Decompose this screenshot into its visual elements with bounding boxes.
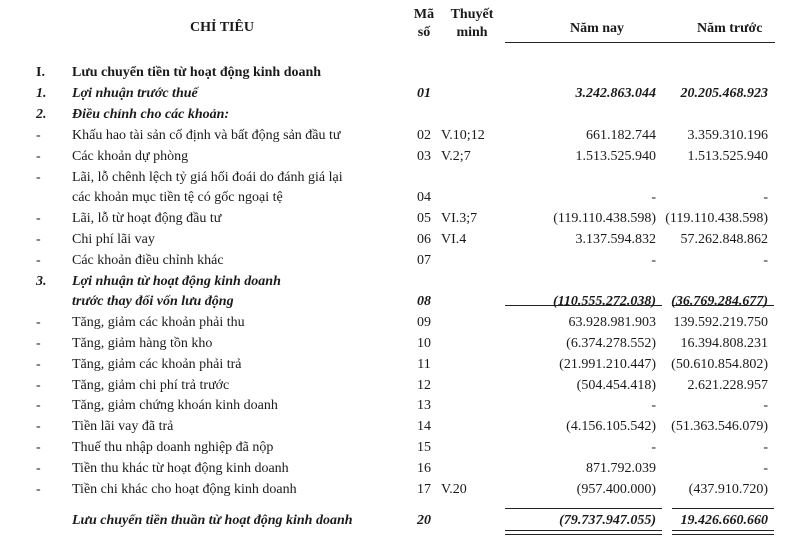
row-code: 07 (417, 253, 431, 268)
table-row (0, 334, 800, 354)
row-index: - (36, 482, 41, 497)
row-note: VI.3;7 (441, 211, 478, 226)
row-current-year: (79.737.947.055) (559, 513, 656, 528)
row-code: 14 (417, 419, 431, 434)
table-row (0, 63, 800, 83)
row-code: 06 (417, 232, 431, 247)
row-label: Lợi nhuận từ hoạt động kinh doanh (72, 274, 281, 289)
header-ma-so-line1: Mã (413, 7, 435, 22)
row-current-year: 1.513.525.940 (575, 149, 656, 164)
row-prior-year: - (763, 190, 768, 205)
row-note: V.20 (441, 482, 467, 497)
row-index: 3. (36, 274, 47, 289)
row-index: - (36, 378, 41, 393)
row-index: - (36, 357, 41, 372)
table-row (0, 251, 800, 271)
row-code: 04 (417, 190, 431, 205)
row-prior-year: - (763, 440, 768, 455)
table-row (0, 480, 800, 500)
row-index: - (36, 232, 41, 247)
row-index: - (36, 461, 41, 476)
table-row (0, 188, 800, 208)
row-code: 05 (417, 211, 431, 226)
row-prior-year: - (763, 461, 768, 476)
row-label: Tiền lãi vay đã trả (72, 419, 174, 434)
row-current-year: 63.928.981.903 (568, 315, 656, 330)
table-row (0, 105, 800, 125)
header-ma-so-line2: số (417, 25, 431, 40)
row-prior-year: (50.610.854.802) (671, 357, 768, 372)
row-label: Các khoản dự phòng (72, 149, 189, 164)
header-thuyet-minh-line2: minh (456, 25, 488, 40)
row-label: Tăng, giảm hàng tồn kho (72, 336, 213, 351)
row-note: V.10;12 (441, 128, 485, 143)
row-current-year: (957.400.000) (576, 482, 656, 497)
row-index: - (36, 315, 41, 330)
row-label: Tăng, giảm các khoản phải trả (72, 357, 242, 372)
table-row (0, 511, 800, 531)
table-row (0, 417, 800, 437)
row-current-year: - (651, 398, 656, 413)
row-current-year: (119.110.438.598) (553, 211, 656, 226)
row-prior-year: - (763, 398, 768, 413)
row-current-year: 3.242.863.044 (575, 86, 656, 101)
row-current-year: - (651, 190, 656, 205)
row-current-year: - (651, 440, 656, 455)
row-current-year: (110.555.272.038) (552, 294, 656, 309)
row-prior-year: 20.205.468.923 (680, 86, 768, 101)
row-label: Lưu chuyển tiền thuần từ hoạt động kinh doanh (72, 513, 353, 528)
row-current-year: (504.454.418) (576, 378, 656, 393)
row-index: - (36, 440, 41, 455)
total-rule-current-year (505, 508, 662, 509)
total-double-rule-prior-year (672, 530, 774, 535)
subtotal-rule-current-year (505, 305, 662, 306)
table-row (0, 376, 800, 396)
row-code: 03 (417, 149, 431, 164)
row-note: V.2;7 (441, 149, 471, 164)
row-index: 1. (36, 86, 47, 101)
row-label: Lợi nhuận trước thuế (72, 86, 198, 101)
table-row (0, 396, 800, 416)
table-row (0, 313, 800, 333)
header-nam-nay: Năm nay (570, 21, 625, 36)
row-current-year: - (651, 253, 656, 268)
table-row (0, 147, 800, 167)
row-label: Khấu hao tài sản cố định và bất động sản đầu tư (72, 128, 341, 143)
row-prior-year: - (763, 253, 768, 268)
row-index: - (36, 398, 41, 413)
table-row (0, 355, 800, 375)
row-index: - (36, 336, 41, 351)
row-current-year: (4.156.105.542) (566, 419, 656, 434)
row-code: 17 (417, 482, 431, 497)
total-double-rule-current-year (505, 530, 662, 535)
header-ma-so (411, 6, 437, 42)
row-index: - (36, 253, 41, 268)
table-row (0, 126, 800, 146)
row-label: Các khoản điều chỉnh khác (72, 253, 224, 268)
row-label: Lãi, lỗ chênh lệch tỷ giá hối đoái do đánh giá lại (72, 170, 343, 185)
row-label: Lãi, lỗ từ hoạt động đầu tư (72, 211, 222, 226)
row-current-year: 871.792.039 (586, 461, 656, 476)
row-index: - (36, 170, 41, 185)
row-current-year: 3.137.594.832 (575, 232, 656, 247)
row-current-year: (21.991.210.447) (559, 357, 656, 372)
header-chi-tieu: CHỈ TIÊU (190, 20, 254, 35)
row-code: 08 (417, 294, 431, 309)
row-code: 15 (417, 440, 431, 455)
row-code: 10 (417, 336, 431, 351)
table-row (0, 272, 800, 292)
row-code: 12 (417, 378, 431, 393)
row-label: Điều chỉnh cho các khoản: (72, 107, 230, 122)
row-index: I. (36, 65, 45, 80)
row-prior-year: 139.592.219.750 (673, 315, 768, 330)
row-code: 13 (417, 398, 431, 413)
row-prior-year: 1.513.525.940 (687, 149, 768, 164)
header-rule (505, 42, 775, 43)
table-row (0, 459, 800, 479)
row-code: 20 (417, 513, 431, 528)
table-row (0, 438, 800, 458)
row-code: 09 (417, 315, 431, 330)
row-prior-year: 57.262.848.862 (680, 232, 768, 247)
row-prior-year: 3.359.310.196 (687, 128, 768, 143)
total-rule-prior-year (672, 508, 774, 509)
header-thuyet-minh (441, 6, 503, 42)
row-label: các khoản mục tiền tệ có gốc ngoại tệ (72, 190, 283, 205)
row-index: - (36, 211, 41, 226)
row-label: Lưu chuyển tiền từ hoạt động kinh doanh (72, 65, 322, 80)
row-current-year: (6.374.278.552) (566, 336, 656, 351)
row-label: Tăng, giảm các khoản phải thu (72, 315, 245, 330)
table-row (0, 84, 800, 104)
row-note: VI.4 (441, 232, 467, 247)
row-prior-year: 2.621.228.957 (687, 378, 768, 393)
row-index: - (36, 128, 41, 143)
row-label: Tiền thu khác từ hoạt động kinh doanh (72, 461, 289, 476)
row-label: Tiền chi khác cho hoạt động kinh doanh (72, 482, 297, 497)
row-prior-year: 16.394.808.231 (680, 336, 768, 351)
row-prior-year: (119.110.438.598) (665, 211, 768, 226)
row-code: 16 (417, 461, 431, 476)
row-prior-year: 19.426.660.660 (680, 513, 768, 528)
row-label: trước thay đổi vốn lưu động (72, 294, 234, 309)
table-row (0, 209, 800, 229)
table-row (0, 292, 800, 312)
row-prior-year: (51.363.546.079) (671, 419, 768, 434)
row-label: Tăng, giảm chứng khoán kinh doanh (72, 398, 278, 413)
row-label: Thuế thu nhập doanh nghiệp đã nộp (72, 440, 274, 455)
row-code: 11 (417, 357, 431, 372)
row-index: 2. (36, 107, 47, 122)
table-row (0, 168, 800, 188)
table-row (0, 230, 800, 250)
row-code: 01 (417, 86, 431, 101)
row-label: Tăng, giảm chi phí trả trước (72, 378, 230, 393)
header-thuyet-minh-line1: Thuyết (450, 7, 494, 22)
header-nam-truoc: Năm trước (697, 21, 763, 36)
row-current-year: 661.182.744 (586, 128, 656, 143)
row-index: - (36, 149, 41, 164)
row-prior-year: (36.769.284.677) (671, 294, 768, 309)
row-code: 02 (417, 128, 431, 143)
subtotal-rule-prior-year (672, 305, 774, 306)
row-prior-year: (437.910.720) (688, 482, 768, 497)
row-label: Chi phí lãi vay (72, 232, 155, 247)
row-index: - (36, 419, 41, 434)
